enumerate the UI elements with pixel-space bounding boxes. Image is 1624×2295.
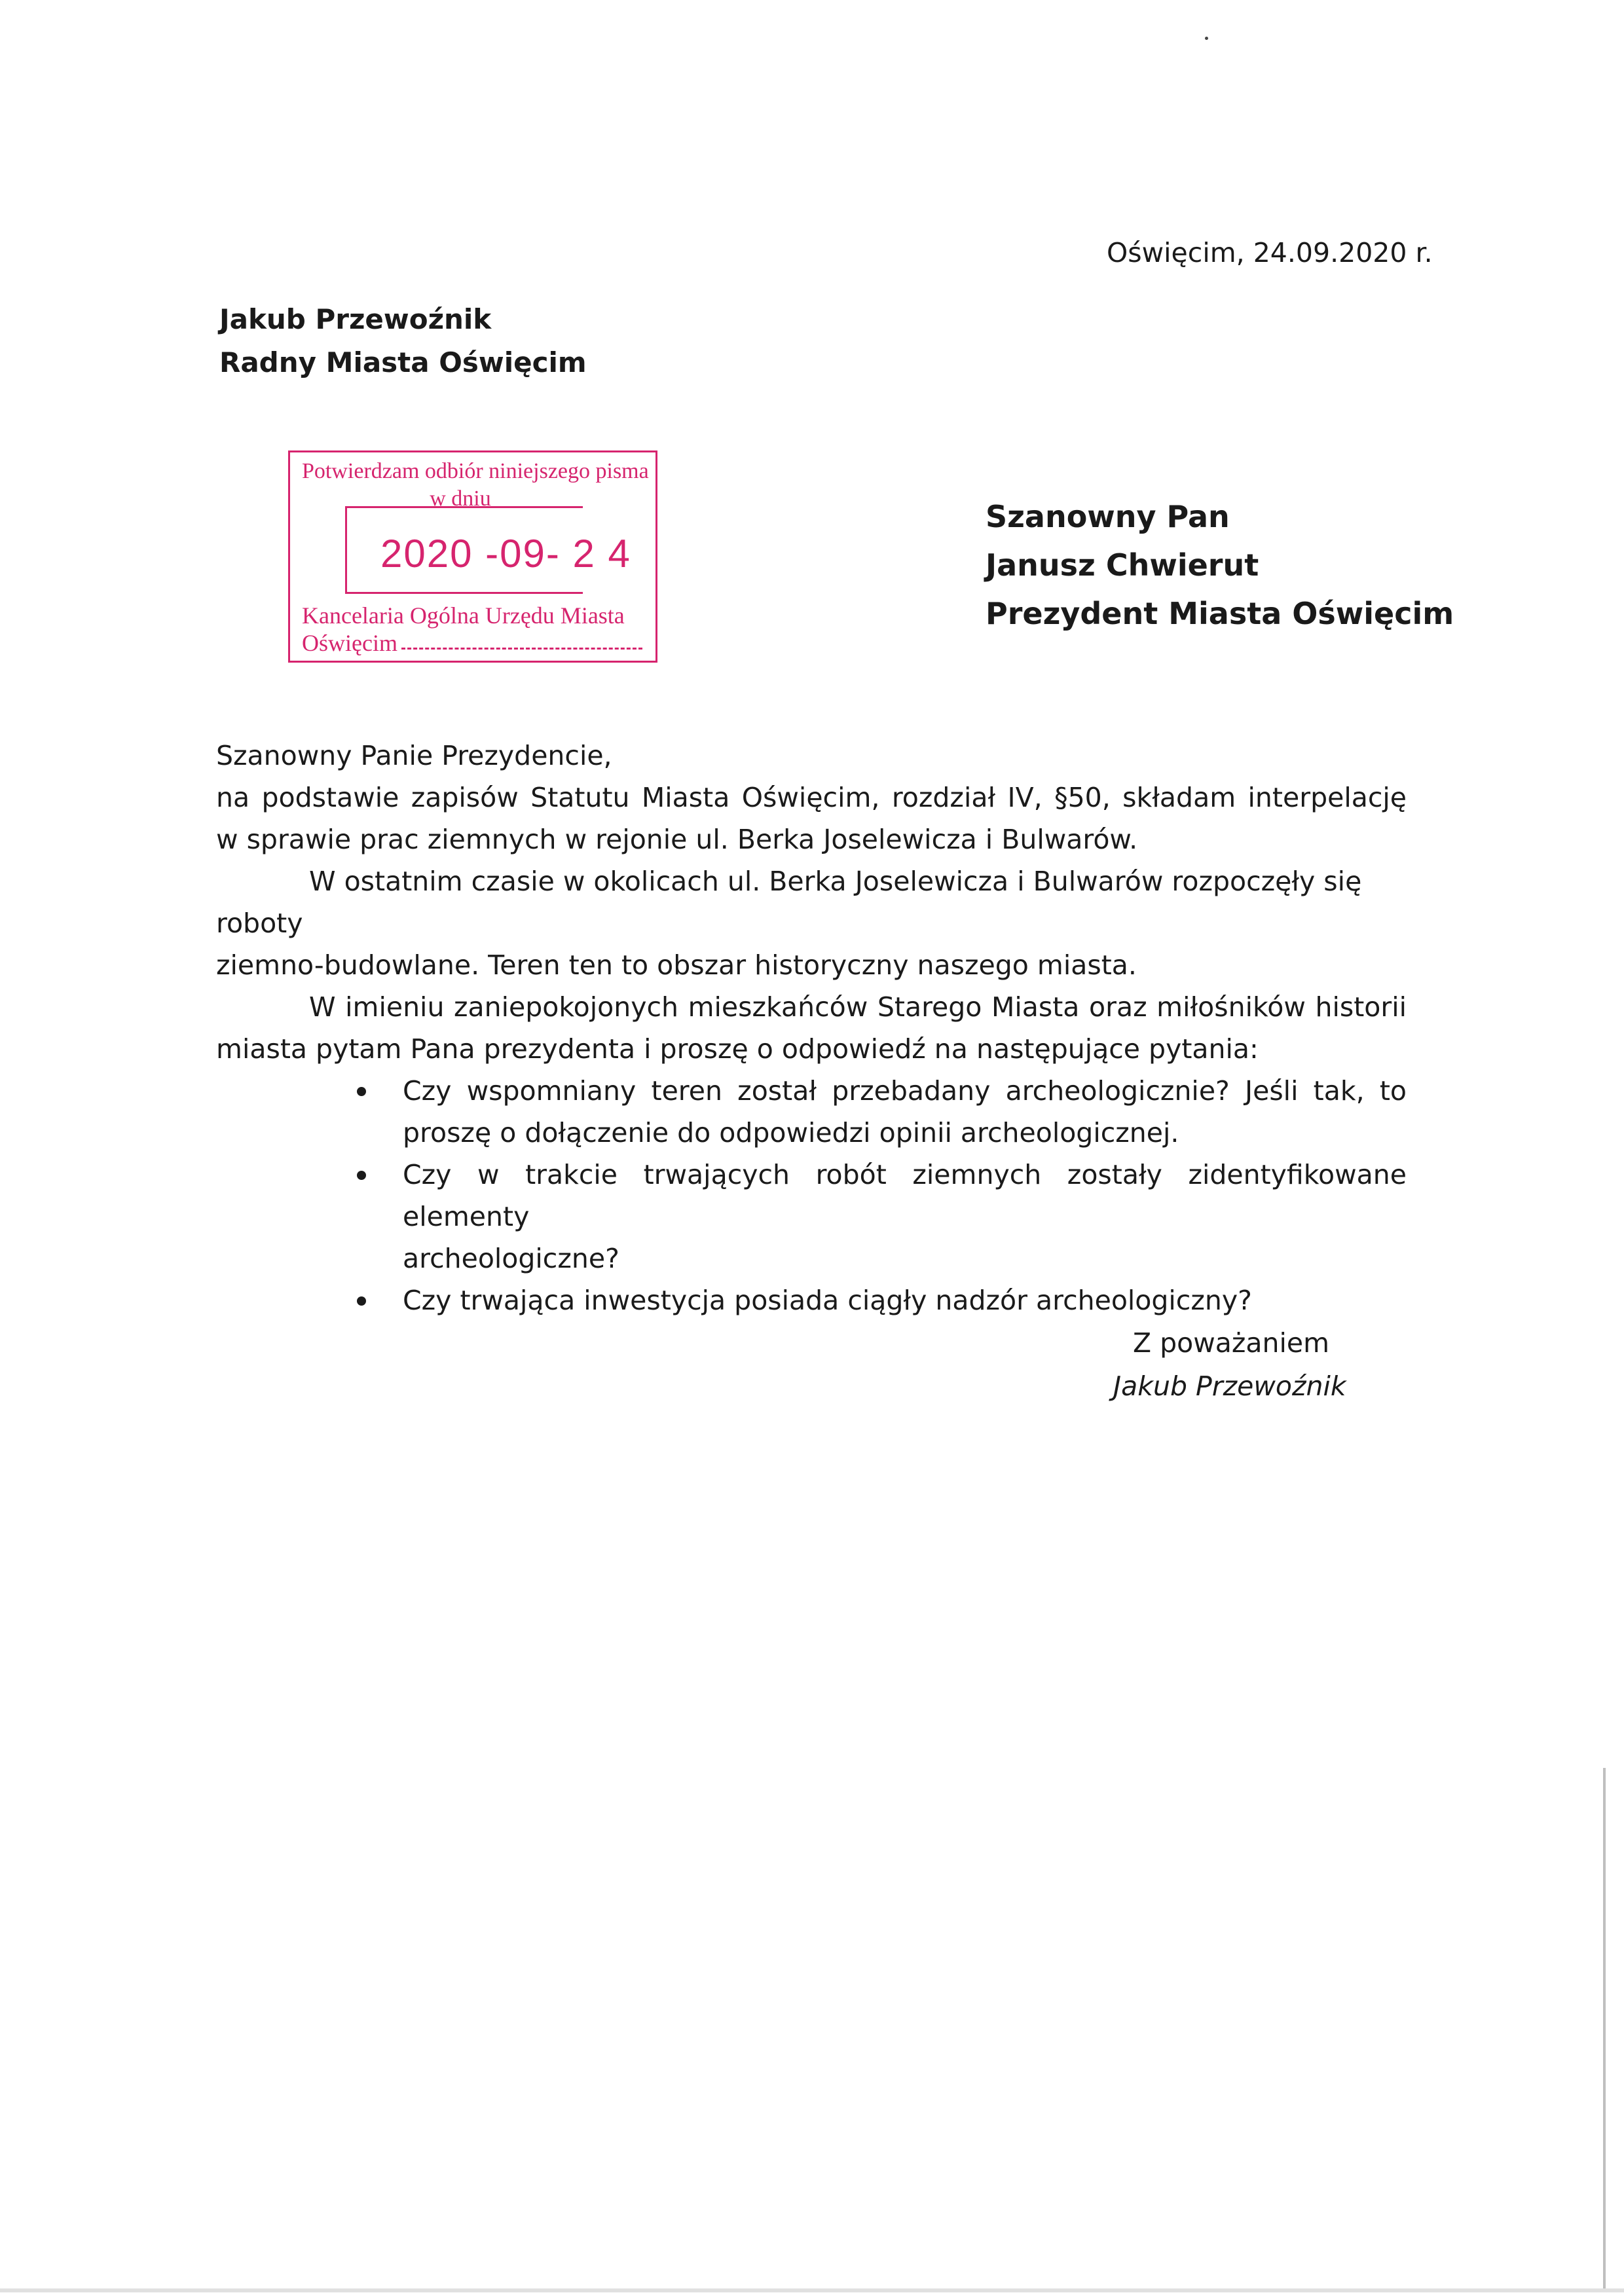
- paragraph-3-line-2: miasta pytam Pana prezydenta i proszę o odpowiedź na następujące pytania:: [216, 1033, 1259, 1065]
- question-1-line-2: proszę o dołączenie do odpowiedzi opinii archeologicznej.: [403, 1117, 1179, 1148]
- stamp-line-4: Oświęcim: [302, 630, 397, 656]
- question-3-line-1: Czy trwająca inwestycja posiada ciągły nadzór archeologiczny?: [403, 1285, 1252, 1316]
- scan-edge-bottom: [0, 2288, 1624, 2292]
- stamp-date: 2020 -09- 2 4: [380, 532, 631, 576]
- stamp-line-3: Kancelaria Ogólna Urzędu Miasta: [302, 602, 625, 629]
- paragraph-2-line-1: W ostatnim czasie w okolicach ul. Berka Joselewicza i Bulwarów rozpoczęły się roboty: [216, 866, 1362, 939]
- sender-title: Radny Miasta Oświęcim: [219, 346, 587, 378]
- list-item: [403, 1279, 1407, 1321]
- paragraph-3-line-1: W imieniu zaniepokojonych mieszkańców Starego Miasta oraz miłośników historii: [309, 991, 1407, 1023]
- closing-block: [1113, 1321, 1346, 1408]
- signature: Jakub Przewoźnik: [1113, 1370, 1346, 1402]
- bullet-icon: [357, 1171, 366, 1180]
- scan-speck: [1205, 37, 1208, 40]
- question-2-line-1: Czy w trakcie trwających robót ziemnych zostały zidentyfikowane elementy: [403, 1159, 1407, 1232]
- recipient-line-1: Szanowny Pan: [986, 499, 1230, 534]
- stamp-line-2: w dniu: [430, 487, 491, 511]
- paragraph-2-line-2: ziemno-budowlane. Teren ten to obszar historyczny naszego miasta.: [216, 949, 1137, 981]
- stamp-dashed-line: [401, 648, 642, 650]
- question-1-line-1: Czy wspomniany teren został przebadany archeologicznie? Jeśli tak, to: [403, 1075, 1407, 1107]
- sender-block: [219, 298, 587, 384]
- stamp-line-1: Potwierdzam odbiór niniejszego pisma: [302, 459, 649, 483]
- recipient-block: [986, 492, 1454, 638]
- paragraph-1-line-2: w sprawie prac ziemnych w rejonie ul. Berka Joselewicza i Bulwarów.: [216, 824, 1138, 855]
- sender-name: Jakub Przewoźnik: [219, 303, 492, 335]
- scan-edge-right: [1603, 1768, 1606, 2292]
- closing-regards: Z poważaniem: [1133, 1327, 1330, 1359]
- paragraph-1-line-1: na podstawie zapisów Statutu Miasta Oświęcim, rozdział IV, §50, składam interpelację: [216, 782, 1407, 813]
- bullet-icon: [357, 1087, 366, 1096]
- letter-body: [216, 735, 1407, 1321]
- salutation: Szanowny Panie Prezydencie,: [216, 740, 612, 771]
- receipt-stamp: [288, 450, 657, 663]
- bullet-icon: [357, 1296, 366, 1306]
- list-item: [403, 1154, 1407, 1279]
- question-list: [216, 1070, 1407, 1321]
- recipient-line-3: Prezydent Miasta Oświęcim: [986, 596, 1454, 631]
- place-date: Oświęcim, 24.09.2020 r.: [1107, 237, 1433, 268]
- recipient-line-2: Janusz Chwierut: [986, 547, 1259, 583]
- question-2-line-2: archeologiczne?: [403, 1243, 619, 1274]
- list-item: [403, 1070, 1407, 1154]
